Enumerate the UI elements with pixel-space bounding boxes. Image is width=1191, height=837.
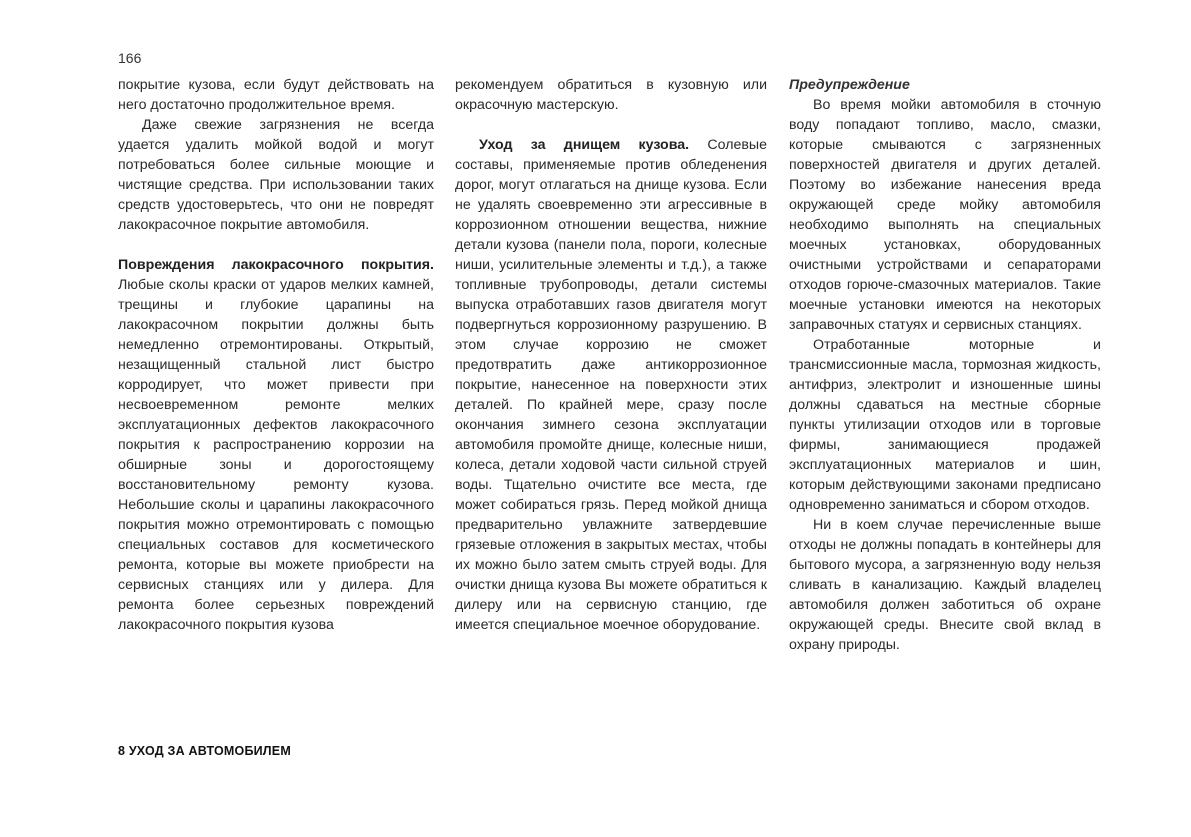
paragraph: покрытие кузова, если будут действовать на него достаточно продолжительное время.	[118, 77, 434, 113]
warning-title: Предупреждение	[789, 77, 910, 93]
paragraph-body: Любые сколы краски от ударов мелких камней, трещины и глубокие царапины на лакокрасочном покрытии должны быть немедленно отремонтированы. Открытый, незащищенный стальной лист быстро корродирует, что может привести при несвоевременном ремонте мелких эксплуатационных дефектов лакокрасочного покрытия к распространению коррозии на обширные зоны и дорогостоящему восстановительному ремонту кузова. Небольшие сколы и царапины лакокрасочного покрытия можно отремонтировать с помощью специальных составов для косметического ремонта, которые вы можете приобрести на сервисных станциях или у дилера. Для ремонта более серьезных повреждений лакокрасочного покрытия кузова	[118, 277, 434, 633]
paragraph: Даже свежие загрязнения не всегда удается удалить мойкой водой и могут потребоваться более сильные моющие и чистящие средства. При использовании таких средств удостоверьтесь, что они не повредят лакокрасочное покрытие автомобиля.	[118, 117, 434, 233]
text-column-2	[455, 75, 767, 635]
paragraph-gap	[118, 235, 434, 255]
paragraph-with-heading	[455, 135, 767, 635]
paragraph-body: Солевые составы, применяемые против обледенения дорог, могут отлагаться на днище кузова. Если не удалять своевременно эти агрессивные в коррозионном отношении вещества, нижние детали кузова (панели пола, пороги, колесные ниши, усилительные элементы и т.д.), а также топливные трубопроводы, детали системы выпуска отработавших газов двигателя могут подвергнуться коррозионному разрушению. В этом случае коррозию не сможет предотвратить даже антикоррозионное покрытие, нанесенное на поверхности этих деталей. По крайней мере, сразу после окончания зимнего сезона эксплуатации автомобиля промойте днище, колесные ниши, колеса, детали ходовой части сильной струей воды. Тщательно очистите все места, где может собираться грязь. Перед мойкой днища предварительно увлажните затвердевшие грязевые отложения в закрытых местах, чтобы их можно было затем смыть струей воды. Для очистки днища кузова Вы можете обратиться к дилеру или на сервисную станцию, где имеется специальное моечное оборудование.	[455, 137, 768, 633]
paragraph-with-heading	[118, 255, 434, 635]
text-column-1	[118, 75, 434, 635]
section-heading: Уход за днищем кузова.	[479, 137, 690, 153]
page-number: 166	[118, 50, 142, 66]
paragraph: рекомендуем обратиться в кузовную или окрасочную мастерскую.	[455, 77, 767, 113]
section-footer: 8 УХОД ЗА АВТОМОБИЛЕМ	[118, 744, 291, 758]
paragraph: Во время мойки автомобиля в сточную воду попадают топливо, масло, смазки, которые смываются с загрязненных поверхностей двигателя и других деталей. Поэтому во избежание нанесения вреда окружающей среде мойку автомобиля необходимо выполнять на специальных моечных установках, оборудованных очистными устройствами и сепараторами отходов горюче-смазочных материалов. Такие моечные установки имеются на некоторых заправочных статуях и сервисных станциях.	[789, 97, 1101, 333]
section-heading: Повреждения лакокрасочного покрытия.	[118, 257, 434, 273]
paragraph-gap	[455, 115, 767, 135]
text-column-3	[789, 75, 1101, 655]
paragraph: Ни в коем случае перечисленные выше отходы не должны попадать в контейнеры для бытового мусора, а загрязненную воду нельзя сливать в канализацию. Каждый владелец автомобиля должен заботиться об охране окружающей среды. Внесите свой вклад в охрану природы.	[789, 517, 1101, 653]
paragraph: Отработанные моторные и трансмиссионные масла, тормозная жидкость, антифриз, электролит и изношенные шины должны сдаваться на местные сборные пункты утилизации отходов или в торговые фирмы, занимающиеся продажей эксплуатационных материалов и шин, которым действующими законами предписано одновременно заниматься и сбором отходов.	[789, 337, 1101, 513]
